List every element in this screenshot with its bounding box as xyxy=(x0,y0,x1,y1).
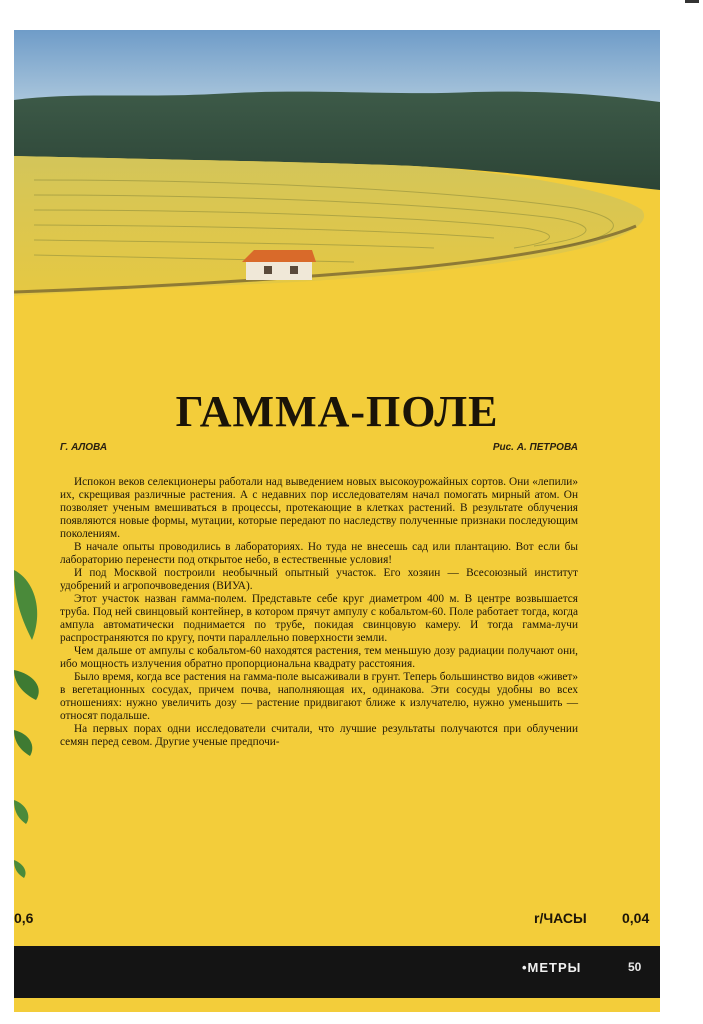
footer-bar xyxy=(14,946,660,998)
paragraph: Испокон веков селекционеры работали над выведением новых высокоурожайных сортов. Они «лепили» их, скрещивая различные растения. А с недавних пор исследователям начал помогать мирный атом. Он позволяет ученым вмешиваться в процессы, протекающие в клетках растений. В результате облучения появляются новые формы, мутации, которые передают по наследству полученные признаки последующим поколениям. xyxy=(60,476,578,540)
leaf-icon xyxy=(14,800,28,824)
paragraph: Этот участок назван гамма-полем. Представьте себе круг диаметром 400 м. В центре возвышается труба. Под ней свинцовый контейнер, в котором прячут ампулу с кобальтом-60. Поле работает тогда, когда ампула автоматически поднимается по трубе, покидая свинцовую камеру. И тогда гамма-лучи распространяются по кругу, почти параллельно поверхности земли. xyxy=(60,593,578,644)
paragraph: На первых порах одни исследователи считали, что лучшие результаты получаются при облучении семян перед севом. Другие ученые предпочи- xyxy=(60,723,578,748)
page-number: 50 xyxy=(628,960,642,974)
leaf-icon xyxy=(14,860,26,878)
field-illustration xyxy=(14,30,660,330)
paragraph: И под Москвой построили необычный опытный участок. Его хозяин — Всесоюзный институт удобрений и агропочвоведения (ВИУА). xyxy=(60,567,578,592)
paragraph: Чем дальше от ампулы с кобальтом-60 находятся растения, тем меньшую дозу радиации получают они, ибо мощность излучения обратно пропорциональна квадрату расстояния. xyxy=(60,645,578,670)
leaf-icon xyxy=(14,730,32,756)
scale-unit: r/ЧАСЫ xyxy=(534,910,587,926)
article-title: ГАММА-ПОЛЕ xyxy=(175,387,499,436)
leaf-icon xyxy=(14,570,37,640)
leaf-icon xyxy=(14,670,39,700)
article-body xyxy=(60,476,578,749)
paragraph: В начале опыты проводились в лабораториях. Но туда не внесешь сад или плантацию. Вот если бы лабораторию перенести под открытое небо, в естественные условия! xyxy=(60,541,578,566)
leaf-decoration xyxy=(14,570,54,890)
house-icon xyxy=(242,250,316,280)
corner-mark xyxy=(685,0,699,3)
scale-left-value: 0,6 xyxy=(14,910,34,926)
footer-label: •МЕТРЫ xyxy=(522,960,582,975)
paragraph: Было время, когда все растения на гамма-поле высаживали в грунт. Теперь большинство видов «живет» в вегетационных сосудах, причем почва, наполняющая их, одинакова. Эти сосуды удобны во всех отношениях: нужно увеличить дозу — растение придвигают ближе к излучателю, нужно уменьшить — относят подальше. xyxy=(60,671,578,722)
magazine-page xyxy=(14,30,660,1012)
illustrator-credit: Рис. А. ПЕТРОВА xyxy=(492,442,578,453)
author-byline: Г. АЛОВА xyxy=(60,442,108,453)
scale-right-value: 0,04 xyxy=(622,910,650,926)
